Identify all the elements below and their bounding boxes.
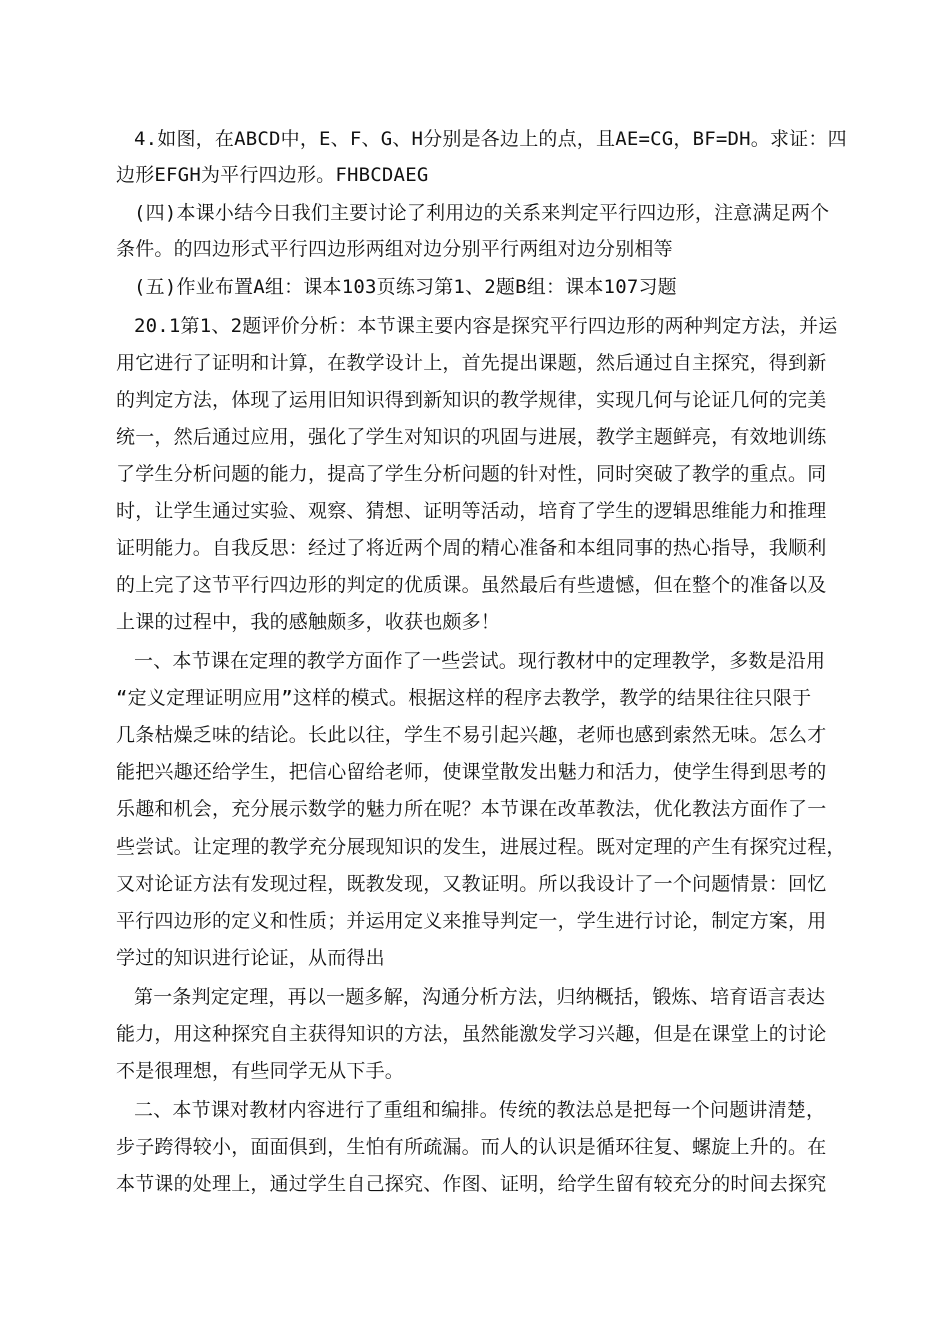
text-line: 能把兴趣还给学生，把信心留给老师，使课堂散发出魅力和活力，使学生得到思考的 xyxy=(116,761,827,783)
text-line: 的判定方法，体现了运用旧知识得到新知识的教学规律，实现几何与论证几何的完美 xyxy=(116,389,827,411)
text-line: 统一，然后通过应用，强化了学生对知识的巩固与进展，教学主题鲜亮，有效地训练 xyxy=(116,426,827,448)
text-line: 一、本节课在定理的教学方面作了一些尝试。现行教材中的定理教学，多数是沿用 xyxy=(134,650,826,672)
text-line: 二、本节课对教材内容进行了重组和编排。传统的教法总是把每一个问题讲清楚， xyxy=(134,1099,826,1121)
text-line: 用它进行了证明和计算，在教学设计上，首先提出课题，然后通过自主探究，得到新 xyxy=(116,352,827,374)
text-line: 些尝试。让定理的教学充分展现知识的发生，进展过程。既对定理的产生有探究过程， xyxy=(116,836,846,858)
text-line: 几条枯燥乏味的结论。长此以往，学生不易引起兴趣，老师也感到索然无味。怎么才 xyxy=(116,724,827,746)
text-line: (五)作业布置A组：课本103页练习第1、2题B组：课本107习题 xyxy=(134,276,677,298)
text-line: (四)本课小结今日我们主要讨论了利用边的关系来判定平行四边形，注意满足两个 xyxy=(134,202,830,224)
text-line: 条件。的四边形式平行四边形两组对边分别平行两组对边分别相等 xyxy=(116,238,673,260)
text-line: 证明能力。自我反思：经过了将近两个周的精心准备和本组同事的热心指导，我顺利 xyxy=(116,537,827,559)
text-line: 上课的过程中，我的感触颇多，收获也颇多！ xyxy=(116,611,501,633)
text-line: 平行四边形的定义和性质；并运用定义来推导判定一，学生进行讨论，制定方案，用 xyxy=(116,910,827,932)
text-line: 不是很理想，有些同学无从下手。 xyxy=(116,1060,405,1082)
text-line: 能力，用这种探究自主获得知识的方法，虽然能激发学习兴趣，但是在课堂上的讨论 xyxy=(116,1023,827,1045)
text-line: 20.1第1、2题评价分析：本节课主要内容是探究平行四边形的两种判定方法，并运 xyxy=(134,315,838,337)
text-line: 又对论证方法有发现过程，既教发现，又教证明。所以我设计了一个问题情景：回忆 xyxy=(116,873,827,895)
text-line: 4.如图，在ABCD中，E、F、G、H分别是各边上的点，且AE=CG，BF=DH。求证：四 xyxy=(134,128,847,150)
text-line: 本节课的处理上，通过学生自己探究、作图、证明，给学生留有较充分的时间去探究 xyxy=(116,1173,827,1195)
text-line: 乐趣和机会，充分展示数学的魅力所在呢？本节课在改革教法，优化教法方面作了一 xyxy=(116,798,827,820)
text-line: “定义定理证明应用”这样的模式。根据这样的程序去教学，教学的结果往往只限于 xyxy=(116,687,812,709)
text-line: 时，让学生通过实验、观察、猜想、证明等活动，培育了学生的逻辑思维能力和推理 xyxy=(116,500,827,522)
text-line: 学过的知识进行论证，从而得出 xyxy=(116,947,385,969)
text-line: 边形EFGH为平行四边形。FHBCDAEG xyxy=(116,164,429,186)
text-line: 了学生分析问题的能力，提高了学生分析问题的针对性，同时突破了教学的重点。同 xyxy=(116,463,827,485)
text-line: 第一条判定定理，再以一题多解，沟通分析方法，归纳概括，锻炼、培育语言表达 xyxy=(134,986,826,1008)
text-line: 的上完了这节平行四边形的判定的优质课。虽然最后有些遗憾，但在整个的准备以及 xyxy=(116,574,827,596)
text-line: 步子跨得较小，面面俱到，生怕有所疏漏。而人的认识是循环往复、螺旋上升的。在 xyxy=(116,1136,827,1158)
